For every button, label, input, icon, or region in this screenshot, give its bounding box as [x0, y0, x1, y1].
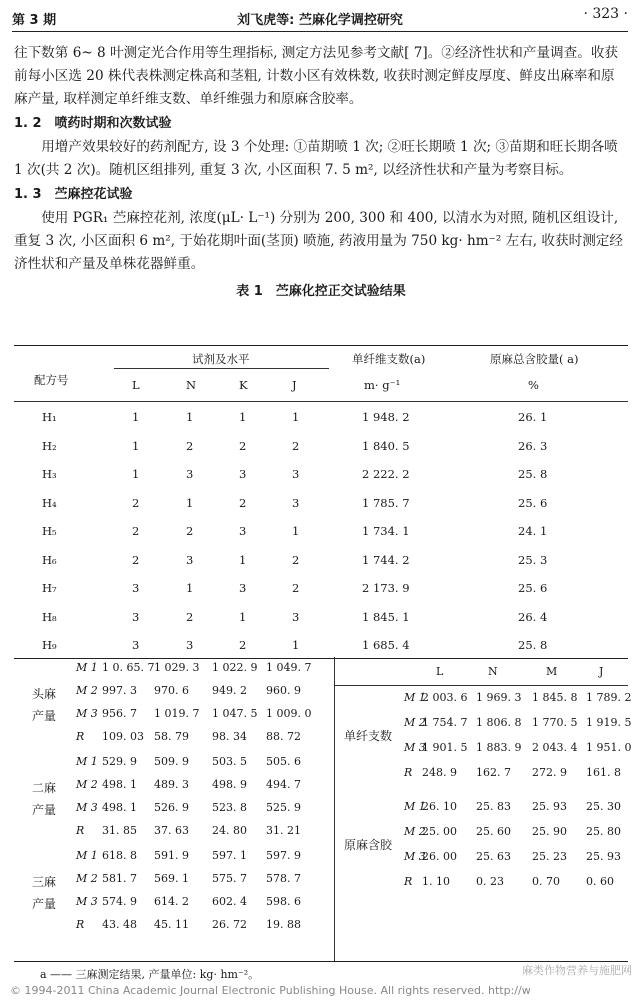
table-cell: 614. 2	[154, 895, 189, 908]
table-cell: 1 019. 7	[154, 707, 200, 720]
col-L: L	[436, 665, 444, 678]
table-cell: 25. 80	[586, 825, 621, 838]
table-cell: 523. 8	[212, 801, 247, 814]
formula-id: H₂	[42, 438, 57, 453]
table-cell: 494. 7	[266, 778, 301, 791]
table-cell: 489. 3	[154, 778, 189, 791]
table-cell: 3	[186, 467, 194, 481]
section-heading: 1. 2 喷药时期和次数试验	[14, 116, 172, 131]
table-cell: 2	[292, 581, 300, 595]
table-cell: 1 770. 5	[532, 716, 578, 729]
table-cell: 19. 88	[266, 918, 301, 931]
table-cell: 1	[292, 410, 300, 424]
table-cell: 956. 7	[102, 707, 137, 720]
formula-id: H₈	[42, 609, 57, 624]
table-cell: 597. 1	[212, 849, 247, 862]
header-divider	[114, 368, 329, 369]
table-cell: 25. 93	[532, 800, 567, 813]
group-label: 单纤支数	[344, 729, 393, 743]
table-cell: 109. 03	[102, 730, 144, 743]
table-cell: 3	[292, 495, 300, 510]
formula-id: H₃	[42, 467, 57, 481]
table-cell: 31. 21	[266, 824, 301, 837]
table-cell: 2	[239, 438, 247, 453]
row-key: M 2	[76, 872, 98, 885]
table-cell: 25. 6	[518, 495, 548, 510]
table-cell: 98. 34	[212, 730, 247, 743]
factor-analysis-table	[14, 657, 632, 962]
table-cell: 58. 79	[154, 730, 189, 743]
table-cell: 1 009. 0	[266, 707, 312, 720]
formula-id: H₇	[42, 581, 57, 595]
row-key: M 2	[76, 778, 98, 791]
header-divider	[14, 401, 628, 402]
col-header-formula: 配方号	[34, 373, 69, 387]
col-header-fiber: 单纤维支数(a)	[352, 352, 426, 366]
table-cell: 970. 6	[154, 684, 189, 697]
row-key: M 2	[76, 684, 98, 697]
table-cell: 1 734. 1	[362, 524, 410, 538]
table-cell: 3	[239, 524, 247, 538]
table-cell: 529. 9	[102, 755, 137, 768]
issue-number: 第 3 期	[12, 13, 57, 28]
row-key: M 3	[404, 741, 426, 754]
row-key: M 1	[76, 849, 98, 862]
group-label: 头麻产量	[32, 687, 57, 723]
table-cell: 88. 72	[266, 730, 301, 743]
table-cell: 3	[292, 467, 300, 481]
table-cell: 26. 72	[212, 918, 247, 931]
table-cell: 25. 60	[476, 825, 511, 838]
table-cell: 0. 60	[586, 875, 614, 888]
table-cell: 25. 3	[518, 552, 548, 567]
table-cell: 2	[132, 524, 140, 538]
table-cell: 1 969. 3	[476, 691, 522, 704]
table-cell: 575. 7	[212, 872, 247, 885]
formula-id: H₆	[42, 552, 57, 567]
table-cell: 574. 9	[102, 895, 137, 908]
table-cell: 525. 9	[266, 801, 301, 814]
table-cell: 581. 7	[102, 872, 137, 885]
table-cell: 3	[132, 609, 140, 624]
running-header	[12, 6, 628, 28]
page-number: · 323 ·	[583, 6, 628, 22]
table-cell: 1	[186, 495, 194, 510]
row-key: R	[76, 824, 85, 837]
table-cell: 1 744. 2	[362, 552, 410, 567]
table-cell: 960. 9	[266, 684, 301, 697]
table-cell: 25. 8	[518, 467, 548, 481]
table-note: a —— 三麻测定结果, 产量单位: kg· hm⁻²。	[40, 968, 260, 981]
table-cell: 1 029. 3	[154, 661, 200, 674]
table-cell: 3	[132, 581, 140, 595]
table-cell: 1 785. 7	[362, 495, 410, 510]
table-cell: 25. 6	[518, 581, 548, 595]
header-divider	[334, 685, 628, 686]
row-key: M 3	[76, 895, 98, 908]
orthogonal-table	[14, 345, 628, 659]
col-J: J	[292, 378, 297, 392]
table-cell: 1 047. 5	[212, 707, 258, 720]
table-cell: 1	[186, 581, 194, 595]
table-cell: 949. 2	[212, 684, 247, 697]
row-key: R	[76, 918, 85, 931]
unit-fiber: m· g⁻¹	[364, 378, 401, 392]
table-cell: 1 919. 5	[586, 716, 632, 729]
table-cell: 1 022. 9	[212, 661, 258, 674]
table-cell: 997. 3	[102, 684, 137, 697]
table-cell: 602. 4	[212, 895, 247, 908]
table-cell: 24. 80	[212, 824, 247, 837]
body-text	[14, 42, 628, 303]
table-cell: 25. 63	[476, 850, 511, 863]
table-cell: 1 754. 7	[422, 716, 468, 729]
table-cell: 1 840. 5	[362, 438, 410, 453]
table-cell: 597. 9	[266, 849, 301, 862]
col-N: N	[186, 378, 197, 392]
row-key: M 1	[404, 800, 426, 813]
table-cell: 25. 93	[586, 850, 621, 863]
column-divider	[334, 657, 335, 962]
table-cell: 2	[186, 438, 194, 453]
table-cell: 1 806. 8	[476, 716, 522, 729]
table-cell: 25. 90	[532, 825, 567, 838]
table-cell: 598. 6	[266, 895, 301, 908]
col-K: K	[239, 378, 248, 392]
table-cell: 1 845. 1	[362, 609, 410, 624]
table-cell: 1 789. 2	[586, 691, 632, 704]
table-cell: 43. 48	[102, 918, 137, 931]
table-cell: 2 173. 9	[362, 581, 410, 595]
row-key: M 3	[404, 850, 426, 863]
table-cell: 26. 4	[518, 609, 548, 624]
table-cell: 1 948. 2	[362, 410, 410, 424]
table-cell: 26. 00	[422, 850, 457, 863]
paragraph: 往下数第 6~ 8 叶测定光合作用等生理指标, 测定方法见参考文献[ 7]。②经济性状和产量调查。收获前每小区选 20 株代表株测定株高和茎粗, 计数小区有效株数, 收获时测定鲜皮厚度、鲜皮出麻率和原麻产量, 取样测定单纤维支数、单纤维强力和原麻含胶率。	[14, 45, 619, 107]
table-cell: 1	[239, 552, 247, 567]
row-key: R	[404, 875, 413, 888]
table-cell: 1	[186, 410, 194, 424]
table-cell: 1	[132, 410, 140, 424]
table-cell: 505. 6	[266, 755, 301, 768]
table-title: 表 1 苎麻化控正交试验结果	[236, 284, 406, 299]
table-cell: 591. 9	[154, 849, 189, 862]
table-cell: 0. 70	[532, 875, 560, 888]
table-cell: 248. 9	[422, 766, 457, 779]
table-cell: 1 049. 7	[266, 661, 312, 674]
table-cell: 25. 23	[532, 850, 567, 863]
table-cell: 569. 1	[154, 872, 189, 885]
table-cell: 3	[186, 552, 194, 567]
table-cell: 1 883. 9	[476, 741, 522, 754]
table-cell: 578. 7	[266, 872, 301, 885]
row-key: M 3	[76, 801, 98, 814]
col-J: J	[599, 665, 604, 678]
table-cell: 1	[239, 609, 247, 624]
table-cell: 526. 9	[154, 801, 189, 814]
table-cell: 3	[292, 609, 300, 624]
running-title: 刘飞虎等: 苎麻化学调控研究	[237, 13, 403, 28]
table-cell: 0. 23	[476, 875, 504, 888]
table-cell: 3	[186, 638, 194, 652]
table-cell: 3	[239, 581, 247, 595]
unit-gum: %	[528, 378, 539, 392]
formula-id: H₉	[42, 638, 57, 652]
table-cell: 2	[186, 609, 194, 624]
table-cell: 2	[239, 495, 247, 510]
table-cell: 1. 10	[422, 875, 450, 888]
table-cell: 498. 1	[102, 801, 137, 814]
row-key: M 1	[404, 691, 426, 704]
table-cell: 26. 10	[422, 800, 457, 813]
table-cell: 498. 1	[102, 778, 137, 791]
paragraph: 使用 PGR₁ 苎麻控花剂, 浓度(μL· L⁻¹) 分别为 200, 300 和 400, 以清水为对照, 随机区组设计, 重复 3 次, 小区面积 6 m², 于始花期叶面(茎顶) 喷施, 药液用量为 750 kg· hm⁻² 左右, 收获时测定经济性状和产量及单株花器鲜重。	[14, 210, 623, 272]
table-cell: 1	[292, 524, 300, 538]
table-cell: 25. 8	[518, 638, 548, 652]
group-label: 三麻产量	[32, 875, 57, 911]
table-cell: 31. 85	[102, 824, 137, 837]
table-cell: 25. 30	[586, 800, 621, 813]
row-key: M 1	[76, 661, 98, 674]
table-cell: 1 901. 5	[422, 741, 468, 754]
table-cell: 2	[132, 552, 140, 567]
table-cell: 25. 00	[422, 825, 457, 838]
table-cell: 1 845. 8	[532, 691, 578, 704]
group-label: 二麻产量	[32, 781, 57, 817]
table-cell: 3	[239, 467, 247, 481]
table-cell: 2	[292, 438, 300, 453]
row-key: M 2	[404, 716, 426, 729]
col-header-reagent: 试剂及水平	[192, 352, 250, 366]
col-N: N	[488, 665, 498, 678]
table-cell: 1	[132, 438, 140, 453]
table-cell: 1	[239, 410, 247, 424]
group-label: 原麻含胶	[344, 838, 393, 852]
table-cell: 1	[292, 638, 300, 652]
table-cell: 25. 83	[476, 800, 511, 813]
table-cell: 3	[132, 638, 140, 652]
table-cell: 1 685. 4	[362, 638, 410, 652]
paragraph: 用增产效果较好的药剂配方, 设 3 个处理: ①苗期喷 1 次; ②旺长期喷 1 次; ③苗期和旺长期各喷 1 次(共 2 次)。随机区组排列, 重复 3 次, 小区面积 7. 5 m², 以经济性状和产量为考察目标。	[14, 139, 618, 178]
formula-id: H₄	[42, 495, 57, 510]
formula-id: H₁	[42, 410, 57, 424]
col-M: M	[546, 665, 558, 678]
table-cell: 2	[292, 552, 300, 567]
table-cell: 1	[132, 467, 140, 481]
table-cell: 162. 7	[476, 766, 511, 779]
formula-id: H₅	[42, 524, 57, 538]
table-cell: 498. 9	[212, 778, 247, 791]
header-rule	[12, 31, 628, 32]
table-cell: 509. 9	[154, 755, 189, 768]
table-cell: 2 003. 6	[422, 691, 468, 704]
table-cell: 45. 11	[154, 918, 189, 931]
row-key: M 3	[76, 707, 98, 720]
col-header-gum: 原麻总含胶量( a)	[490, 352, 579, 366]
table-cell: 26. 3	[518, 438, 548, 453]
table-cell: 161. 8	[586, 766, 621, 779]
table-cell: 37. 63	[154, 824, 189, 837]
table-cell: 26. 1	[518, 410, 548, 424]
watermark: 麻类作物营养与施肥网	[522, 964, 632, 977]
row-key: R	[76, 730, 85, 743]
row-key: M 2	[404, 825, 426, 838]
row-key: M 1	[76, 755, 98, 768]
table-cell: 272. 9	[532, 766, 567, 779]
table-cell: 1 0. 65. 7	[102, 661, 155, 674]
section-heading: 1. 3 苎麻控花试验	[14, 187, 133, 202]
table-cell: 2 043. 4	[532, 741, 578, 754]
table-cell: 2	[186, 524, 194, 538]
table-cell: 503. 5	[212, 755, 247, 768]
table-cell: 1 951. 0	[586, 741, 632, 754]
row-key: R	[404, 766, 413, 779]
table-cell: 2	[239, 638, 247, 652]
table-cell: 618. 8	[102, 849, 137, 862]
copyright-footer: © 1994-2011 China Academic Journal Electronic Publishing House. All rights reserved. http://w	[10, 984, 531, 997]
table-cell: 2	[132, 495, 140, 510]
table-cell: 2 222. 2	[362, 467, 410, 481]
col-L: L	[132, 378, 140, 392]
table-cell: 24. 1	[518, 524, 548, 538]
